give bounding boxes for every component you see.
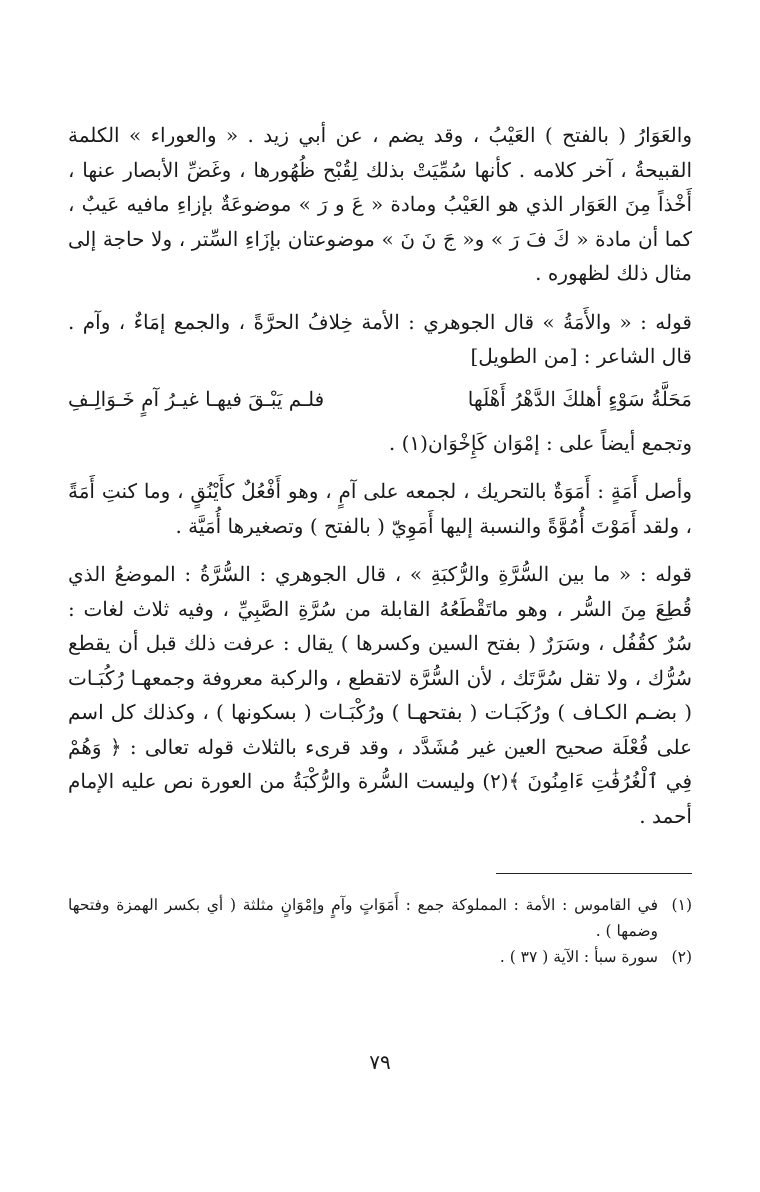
paragraph-surra: قوله : « ما بين السُّرَّةِ والرُّكبَةِ » ، قال الجوهري : السُّرَّةُ : الموضعُ الذي قُطِعَ مِنَ السُّر ، وهو ماتَقْطَعُهُ القابلة من سُرَّةِ الصَّبِيِّ ، وفيه ثلاث لغات : سُرٌ كقُفُل ، وسَرَرٌ ( بفتح السين وكسرها ) يقال : عرفت ذلك قبل أن يقطع سُرُّك ، ولا تقل سُرَّتَك ، لأن السُّرَّة لاتقطع ، والركبة معروفة وجمعهـا رُكُبَـات ( بضـم الكـاف ) ورُكَبَـات ( بفتحهـا ) ورُكْبَـات ( بسكونها ) ، وكذلك كل اسم على فُعْلَة صحيح العين غير مُشَدَّد ، وقد قرىء بالثلاث قوله تعالى : ﴿ وَهُمْ فِي ٱلْغُرُفَٰتِ ءَامِنُونَ ﴾(٢) وليست السُّرة والرُّكْبَةُ من العورة نص عليه الإمام أحمد . [68,562,693,828]
footnote-text: في القاموس : الأمة : المملوكة جمع : أَمَوَاتٍ وآمٍ وإمْوَانٍ مثلثة ( أي بكسر الهمزة وفتحها وضمها ) . [68,896,658,940]
paragraph-after-verse: وتجمع أيضاً على : إمْوَان كَإِخْوَان(١) . [388,430,692,455]
verse-first-hemistich: مَحَلَّةُ سَوْءٍ أهلكَ الدَّهْرُ أَهْلَها [467,386,692,411]
poetry-verse [68,382,692,416]
footnote-number: (٢) [671,948,692,966]
footnote-separator [496,873,692,874]
footnote-text: سورة سبأ : الآية ( ٣٧ ) . [499,948,658,966]
verse-second-hemistich: فلـم يَبْـقَ فيهـا غيـرُ آمٍ خَـوَالِـفِ [68,386,325,411]
paragraph-awar: والعَوَارُ ( بالفتح ) العَيْبُ ، وقد يضم ، عن أبي زيد . « والعوراء » الكلمة القبيحةُ ، آخر كلامه . كأنها سُمِّيَتْ بذلك لِقُبْح ظُهُورها ، وغَضِّ الأبصار عنها ، أَخْذاً مِنَ العَوَار الذي هو العَيْبُ ومادة « عَ و رَ » موضوعَةٌ بإزاءِ مافيه عَيبٌ ، كما أن مادة « كَ فَ رَ » و« جَ نَ نَ » موضوعتان بإزَاءِ السِّتر ، ولا حاجة إلى مثال ذلك لظهوره . [68,123,692,285]
footnote [68,944,692,970]
paragraph-asl-ama: وأصل أَمَةٍ : أَمَوَةٌ بالتحريك ، لجمعه على آمٍ ، وهو أَفْعُلٌ كأَيْنُقٍ ، وما كنتِ أَمَةً ، ولقد أَمَوْتَ أُمُوَّةً والنسبة إليها أَمَوِيّ ( بالفتح ) وتصغيرها أُمَيَّة . [68,479,692,538]
page-number: ٧٩ [369,1050,391,1074]
footnote-number: (١) [671,896,692,914]
footnote [68,892,692,944]
paragraph-ama: قوله : « والأَمَةُ » قال الجوهري : الأمة خِلافُ الحرَّةً ، والجمع إمَاءٌ ، وآم . قال الشاعر : [من الطويل] [68,309,692,368]
